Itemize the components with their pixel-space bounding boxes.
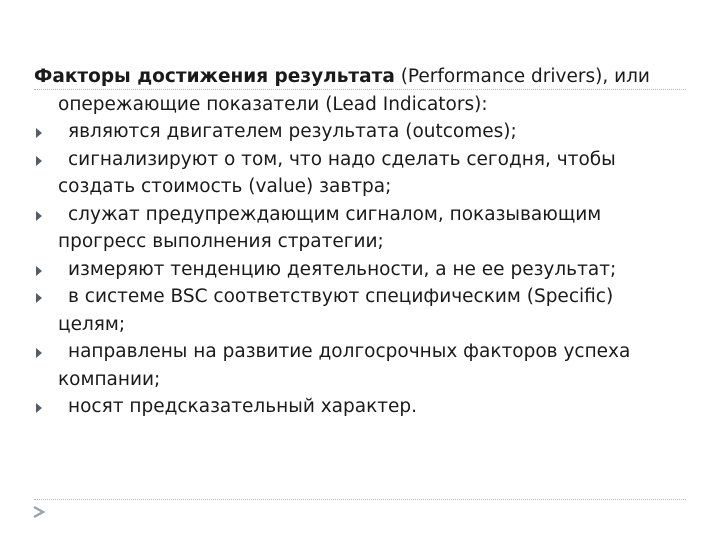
list-item-text: являются двигателем результата (outcomes); [68,121,517,142]
triangle-bullet-icon [36,293,42,303]
list-item-text-continued: компании; [58,368,161,390]
list-item [34,201,684,256]
list-item-text: служат предупреждающим сигналом, показывающим [68,203,602,225]
list-item-text-continued: прогресс выполнения стратегии; [58,231,384,252]
list-item-text: направлены на развитие долгосрочных факторов успеха [68,341,631,362]
list-item [34,338,684,393]
list-item-text: в системе BSC соответствуют специфическим (Specific) [68,286,614,307]
intro-rest-line1: (Performance drivers), или [394,66,650,87]
slide-body [34,63,684,421]
triangle-bullet-icon [36,348,42,358]
bottom-divider [34,499,686,500]
list-item [34,118,684,146]
list-item-text: сигнализируют о том, что надо сделать сегодня, чтобы [68,148,616,170]
intro-paragraph [34,63,684,118]
chevron-right-icon[interactable] [31,505,49,519]
bullet-list [34,118,684,421]
list-item-text: измеряют тенденцию деятельности, а не ее результат; [68,258,617,280]
triangle-bullet-icon [36,403,42,413]
list-item-text: носят предсказательный характер. [68,396,418,417]
list-item-text-continued: создать стоимость (value) завтра; [58,176,392,197]
list-item [34,146,684,201]
triangle-bullet-icon [36,128,42,138]
intro-rest-line2: опережающие показатели (Lead Indicators): [58,93,488,115]
triangle-bullet-icon [36,156,42,166]
triangle-bullet-icon [36,266,42,276]
triangle-bullet-icon [36,211,42,221]
list-item [34,393,684,421]
list-item [34,283,684,338]
list-item [34,256,684,284]
intro-title: Факторы достижения результата [34,66,395,87]
list-item-text-continued: целям; [58,313,126,335]
